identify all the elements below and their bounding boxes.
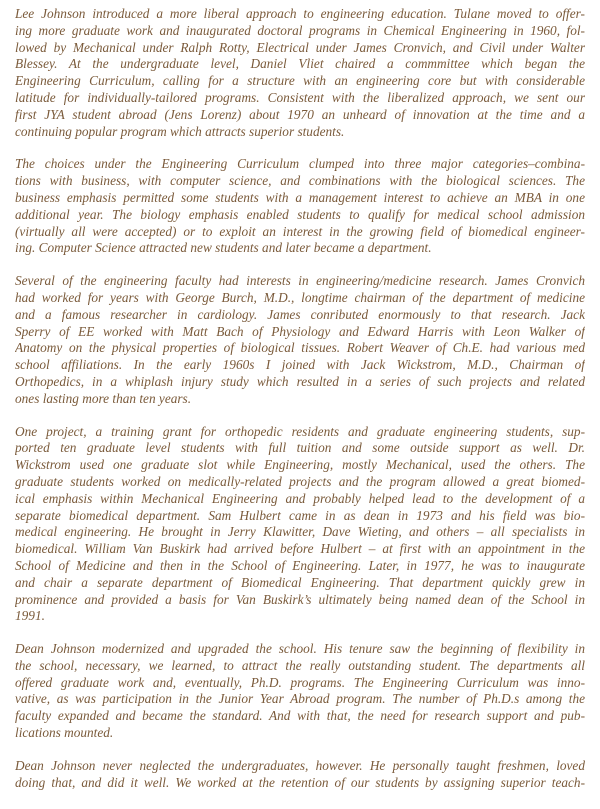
text-line: school affiliations. In the early 1960s I joined with Jack Wickstrom, M.D., Chairman of: [15, 357, 585, 373]
text-line: Sperry of EE worked with Matt Bach of Physiology and Edward Harris with Leon Walker of: [15, 323, 585, 339]
paragraph: [15, 424, 585, 626]
text-line: and a famous researcher in cardiology. James conributed enormously to that research. Jack: [15, 306, 585, 322]
text-line: Blessey. At the undergraduate level, Daniel Vliet chaired a commmittee which began the: [15, 56, 585, 72]
text-line: and chair a separate department of Biomedical Engineering. That department quickly grew in: [15, 574, 585, 590]
text-line: (virtually all were accepted) or to exploit an interest in the growing field of biomedical engineer-: [15, 223, 585, 239]
text-line: ical emphasis within Mechanical Engineering and probably helped lead to the development of a: [15, 490, 585, 506]
paragraph: [15, 273, 585, 407]
text-line: School of Medicine and then in the School of Engineering. Later, in 1977, he was to inaugurate: [15, 557, 585, 573]
text-line: Anatomy on the physical properties of biological tissues. Robert Weaver of Ch.E. had various med: [15, 340, 585, 356]
text-line: tions with business, with computer science, and combinations with the biological sciences. The: [15, 173, 585, 189]
text-line: additional year. The biology emphasis enabled students to qualify for medical school admission: [15, 206, 585, 222]
text-line: doing that, and did it well. We worked at the retention of our students by assigning superior teach-: [15, 774, 585, 790]
text-line: The choices under the Engineering Curriculum clumped into three major categories–combina-: [15, 156, 585, 172]
paragraph: [15, 641, 585, 742]
text-line: Engineering Curriculum, calling for a structure with an engineering core but with considerable: [15, 73, 585, 89]
text-line: One project, a training grant for orthopedic residents and graduate engineering students, sup-: [15, 423, 585, 439]
text-line: vative, as was participation in the Junior Year Abroad program. The number of Ph.D.s among the: [15, 691, 585, 707]
text-line: biomedical. William Van Buskirk had arrived before Hulbert – at first with an appointment in the: [15, 541, 585, 557]
document-page: [15, 6, 585, 807]
text-line: Orthopedics, in a whiplash injury study which resulted in a series of such projects and related: [15, 373, 585, 389]
paragraph: [15, 156, 585, 257]
text-line: ones lasting more than ten years.: [15, 390, 192, 406]
text-line: latitude for individually-tailored programs. Consistent with the liberalized approach, we sent our: [15, 89, 585, 105]
text-line: lowed by Mechanical under Ralph Rotty, Electrical under James Cronvich, and Civil under Walter: [15, 39, 585, 55]
text-line: the school, necessary, we learned, to attract the really outstanding student. The departments all: [15, 657, 585, 673]
text-line: ing more graduate work and inaugurated doctoral programs in Chemical Engineering in 1960, fol-: [15, 22, 585, 38]
text-line: lications mounted.: [15, 725, 114, 741]
text-line: had worked for years with George Burch, M.D., longtime chairman of the department of medicine: [15, 289, 585, 305]
text-line: offered graduate work and, eventually, Ph.D. programs. The Engineering Curriculum was inno-: [15, 674, 585, 690]
text-line: Wickstrom used one graduate slot while Engineering, mostly Mechanical, used the others. The: [15, 457, 585, 473]
text-line: Dean Johnson never neglected the undergraduates, however. He personally taught freshmen, loved: [15, 757, 585, 773]
text-line: graduate students worked on medically-related projects and the program allowed a great biomed-: [15, 473, 585, 489]
text-line: prominence and provided a basis for Van Buskirk’s ultimately being named dean of the School in: [15, 591, 585, 607]
text-line: Lee Johnson introduced a more liberal approach to engineering education. Tulane moved to offer-: [15, 6, 585, 21]
text-line: medical engineering. He brought in Jerry Klawitter, Dave Wieting, and others – all specialists in: [15, 524, 585, 540]
text-line: Dean Johnson modernized and upgraded the school. His tenure saw the beginning of flexibility in: [15, 641, 585, 657]
paragraph: [15, 6, 585, 140]
text-line: ing. Computer Science attracted new students and later became a department.: [15, 240, 432, 256]
text-line: ported ten graduate level students with full tuition and some outside support as well. Dr.: [15, 440, 585, 456]
text-line: separate biomedical department. Sam Hulbert came in as dean in 1973 and his field was bio-: [15, 507, 585, 523]
text-line: 1991.: [15, 608, 45, 624]
text-line: faculty expanded and became the standard. And with that, the need for research support and pub-: [15, 708, 585, 724]
text-line: first JYA student abroad (Jens Lorenz) about 1970 an unheard of innovation at the time and a: [15, 106, 585, 122]
text-line: business emphasis permitted some students with a management interest to achieve an MBA in one: [15, 189, 585, 205]
text-line: continuing popular program which attracts superior students.: [15, 123, 345, 139]
paragraph: [15, 758, 585, 792]
text-line: Several of the engineering faculty had interests in engineering/medicine research. James Cronvich: [15, 273, 585, 289]
